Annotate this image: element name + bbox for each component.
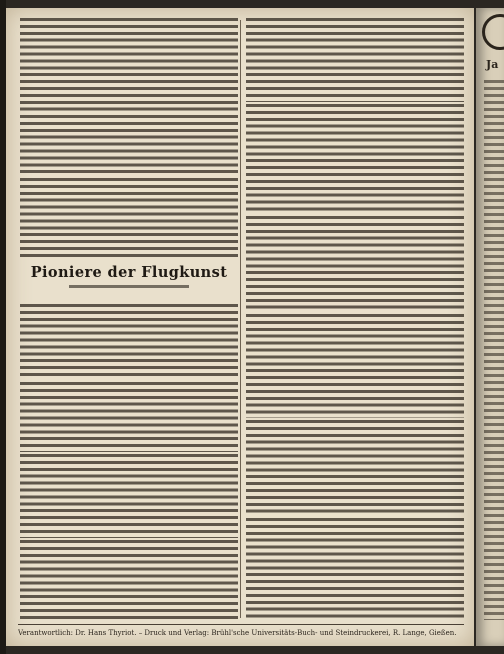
masthead-fragment: Ja [486,58,499,71]
text-block [246,216,464,312]
left-column [20,18,238,622]
text-block [246,420,464,516]
text-block [246,104,464,214]
text-block [246,518,464,620]
newspaper-page [6,8,474,646]
adjacent-page-edge [476,8,504,646]
text-block [20,178,238,260]
article-heading: Pioniere der Flugkunst [30,264,228,281]
column-rule [240,20,241,618]
text-block [20,115,238,177]
adjacent-text-lines [484,80,504,620]
article-heading-area [20,264,238,298]
text-block [20,18,238,114]
text-block [246,18,464,102]
text-block [246,314,464,418]
printer-imprint: Verantwortlich: Dr. Hans Thyriot. – Druck und Verlag: Brühl'sche Universitäts-Buch- und Steindruckerei, R. Lange, Gießen. [18,629,457,637]
article-byline [69,285,189,288]
text-block [20,540,238,620]
masthead-emblem [482,14,504,50]
footer-rule [18,624,464,625]
right-column [246,18,464,622]
text-block [20,304,238,380]
text-block [20,382,238,452]
text-block [20,454,238,538]
